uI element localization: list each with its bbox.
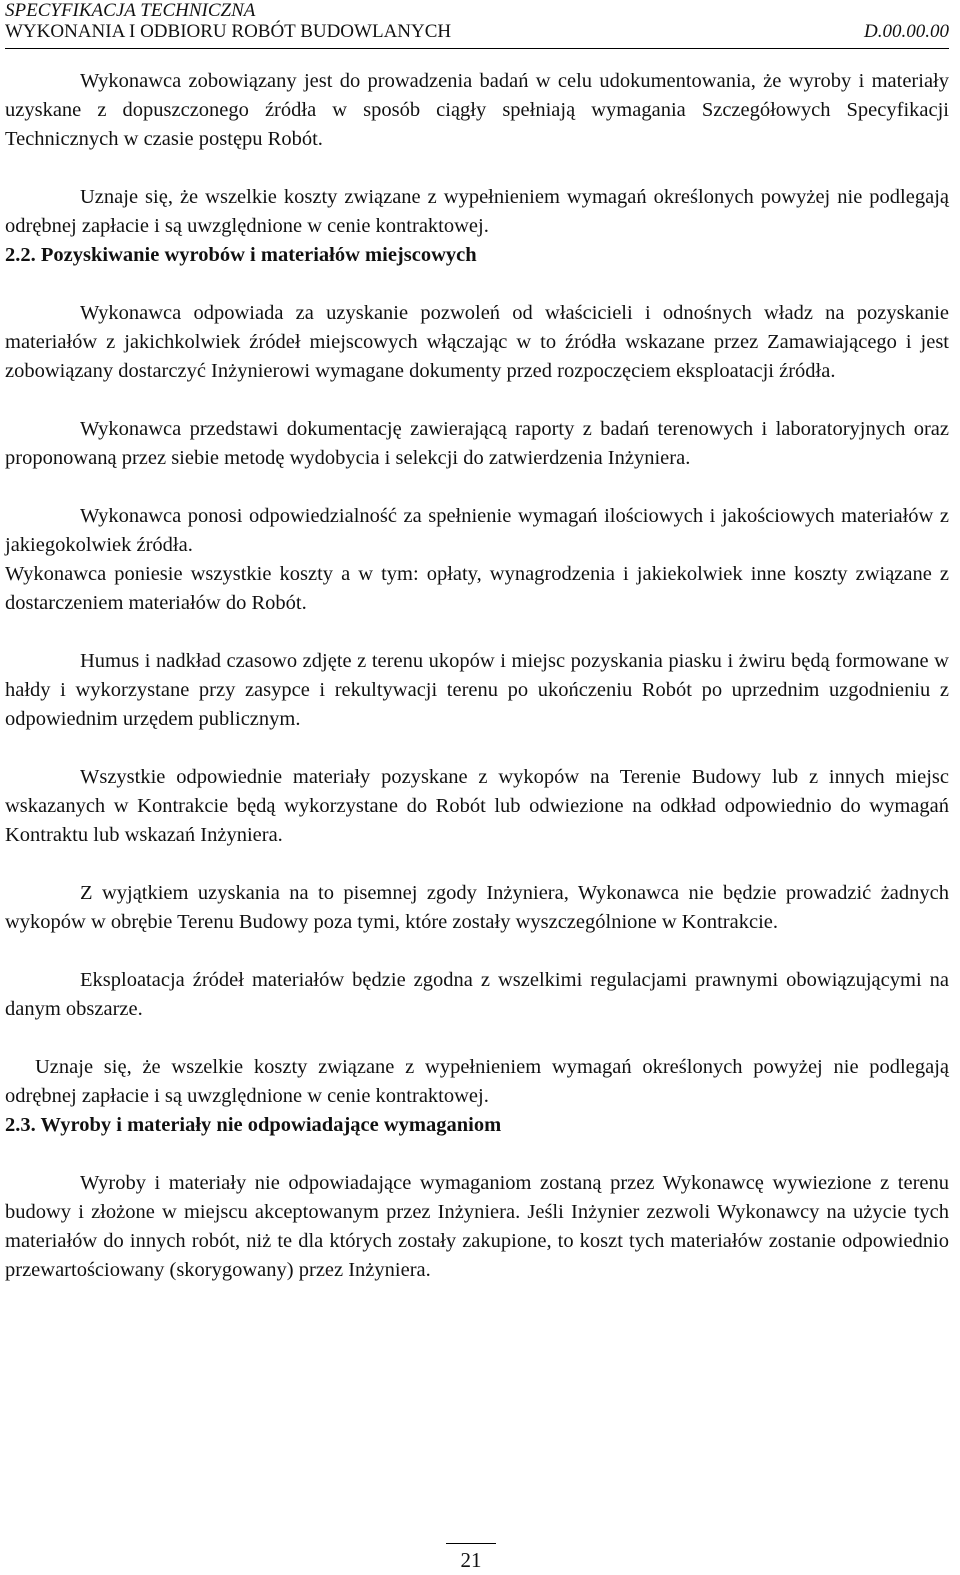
page-header	[5, 0, 949, 49]
paragraph: Humus i nadkład czasowo zdjęte z terenu ukopów i miejsc pozyskania piasku i żwiru będą formowane w hałdy i wykorzystane przy zasypce i rekultywacji terenu po ukończeniu Robót po uprzednim uzgodnieniu z odpowiednim urzędem publicznym.	[5, 650, 949, 730]
footer-divider	[446, 1543, 496, 1544]
paragraph: Wykonawca ponosi odpowiedzialność za spełnienie wymagań ilościowych i jakościowych materiałów z jakiegokolwiek źródła.	[5, 505, 949, 556]
header-spec-title: SPECYFIKACJA TECHNICZNA	[5, 0, 256, 21]
paragraph: Wykonawca odpowiada za uzyskanie pozwoleń od właścicieli i odnośnych władz na pozyskanie materiałów z jakichkolwiek źródeł miejscowych włączając w to źródła wskazane przez Zamawiającego i jest zobowiązany dostarczyć Inżynierowi wymagane dokumenty przed rozpoczęciem eksploatacji źródła.	[5, 302, 949, 382]
paragraph: Wykonawca przedstawi dokumentację zawierającą raporty z badań terenowych i laboratoryjnych oraz proponowaną przez siebie metodę wydobycia i selekcji do zatwierdzenia Inżyniera.	[5, 418, 949, 469]
header-spec-subtitle: WYKONANIA I ODBIORU ROBÓT BUDOWLANYCH	[5, 21, 452, 42]
paragraph: Wykonawca poniesie wszystkie koszty a w tym: opłaty, wynagrodzenia i jakiekolwiek inne koszty związane z dostarczeniem materiałów do Robót.	[5, 563, 949, 614]
document-body	[5, 67, 949, 1285]
paragraph: Wyroby i materiały nie odpowiadające wymaganiom zostaną przez Wykonawcę wywiezione z terenu budowy i złożone w miejscu akceptowanym przez Inżyniera. Jeśli Inżynier zezwoli Wykonawcy na użycie tych materiałów do innych robót, niż te dla których zostały zakupione, to koszt tych materiałów zostanie odpowiednio przewartościowany (skorygowany) przez Inżyniera.	[5, 1172, 949, 1281]
paragraph: Eksploatacja źródeł materiałów będzie zgodna z wszelkimi regulacjami prawnymi obowiązującymi na danym obszarze.	[5, 969, 949, 1020]
paragraph: Uznaje się, że wszelkie koszty związane z wypełnieniem wymagań określonych powyżej nie podlegają odrębnej zapłacie i są uwzględnione w cenie kontraktowej.	[5, 186, 949, 237]
paragraph: Z wyjątkiem uzyskania na to pisemnej zgody Inżyniera, Wykonawca nie będzie prowadzić żadnych wykopów w obrębie Terenu Budowy poza tymi, które zostały wyszczególnione w Kontrakcie.	[5, 882, 949, 933]
section-heading-2-2: 2.2. Pozyskiwanie wyrobów i materiałów miejscowych	[5, 244, 477, 266]
paragraph: Wszystkie odpowiednie materiały pozyskane z wykopów na Terenie Budowy lub z innych miejsc wskazanych w Kontrakcie będą wykorzystane do Robót lub odwiezione na odkład odpowiednio do wymagań Kontraktu lub wskazań Inżyniera.	[5, 766, 949, 846]
page-number: 21	[460, 1548, 482, 1572]
paragraph: Wykonawca zobowiązany jest do prowadzenia badań w celu udokumentowania, że wyroby i materiały uzyskane z dopuszczonego źródła w sposób ciągły spełniają wymagania Szczegółowych Specyfikacji Technicznych w czasie postępu Robót.	[5, 70, 949, 150]
header-spec-code: D.00.00.00	[864, 21, 949, 42]
section-heading-2-3: 2.3. Wyroby i materiały nie odpowiadające wymaganiom	[5, 1114, 502, 1136]
paragraph: Uznaje się, że wszelkie koszty związane z wypełnieniem wymagań określonych powyżej nie podlegają odrębnej zapłacie i są uwzględnione w cenie kontraktowej.	[5, 1056, 949, 1107]
